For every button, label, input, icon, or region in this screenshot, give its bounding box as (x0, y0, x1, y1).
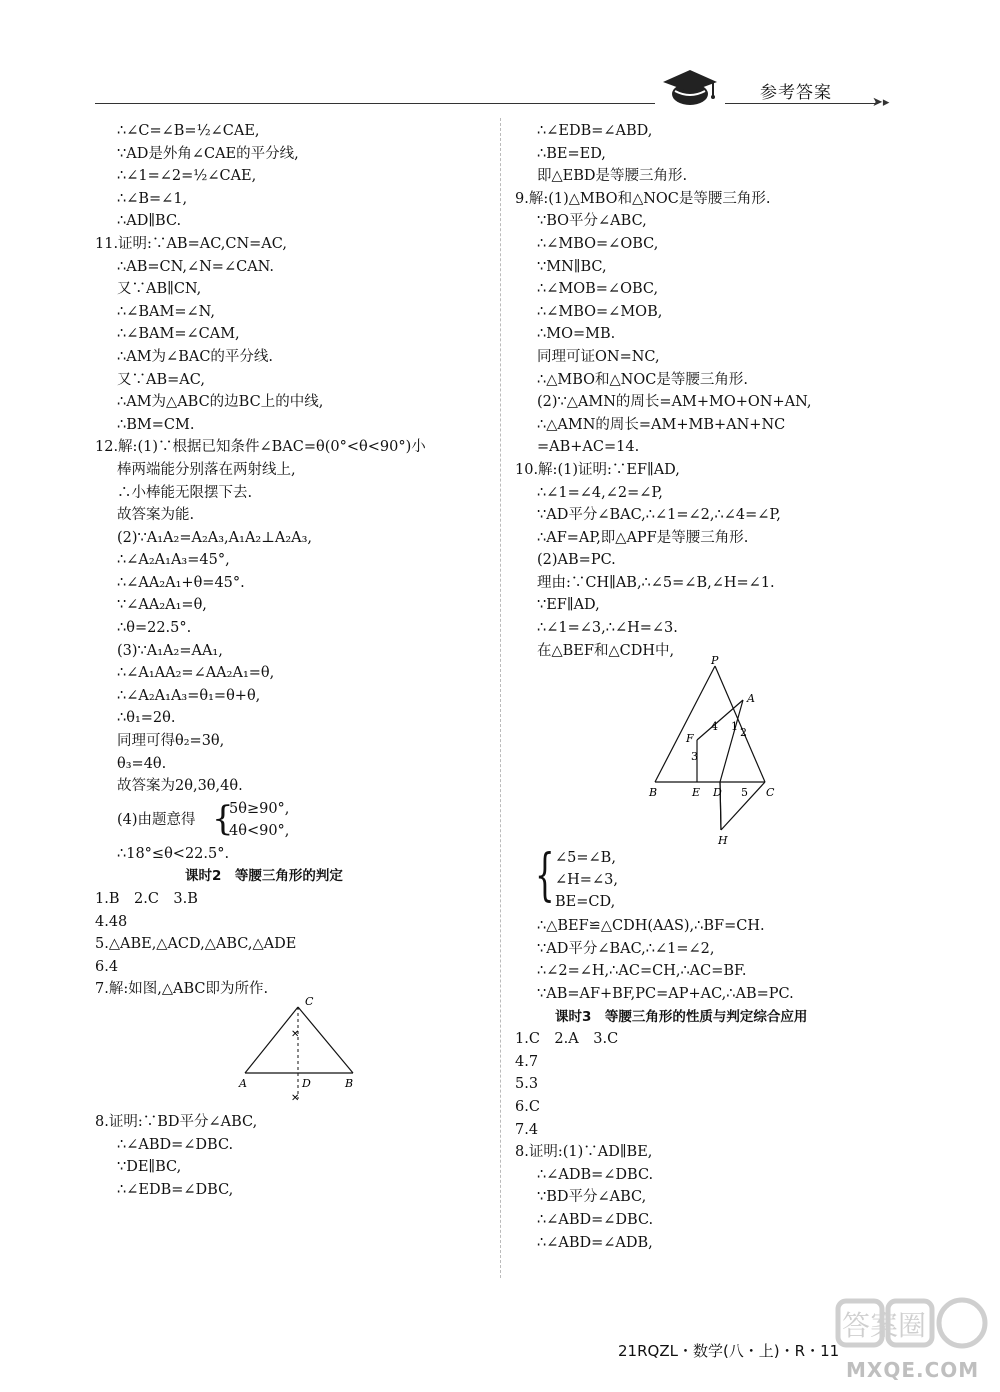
label-angle-4: 4 (711, 720, 718, 734)
column-divider (500, 118, 501, 1278)
watermark-logo-text: 答案圈 (842, 1309, 927, 1342)
left-brace: { (212, 798, 234, 839)
text-line: ∴BE=ED, (537, 145, 606, 162)
text-line: ∴∠1=∠2=½∠CAE, (117, 168, 257, 185)
text-line: 又∵AB∥CN, (117, 281, 202, 298)
text-line: ∴∠EDB=∠ABD, (537, 123, 653, 139)
text-line: BE=CD, (555, 894, 616, 911)
text-line: ∴∠A₁AA₂=∠AA₂A₁=θ, (117, 665, 275, 682)
text-line: ∴∠ABD=∠DBC. (537, 1211, 654, 1228)
text-line: ∴AF=AP,即△APF是等腰三角形. (537, 529, 749, 546)
text-line: ∵AD是外角∠CAE的平分线, (117, 145, 299, 162)
header-rule-left (95, 103, 655, 104)
text-line: 故答案为能. (117, 507, 195, 524)
text-line: ∴BM=CM. (117, 416, 195, 433)
label-f: F (686, 732, 694, 746)
text-line: ∴∠AA₂A₁+θ=45°. (117, 574, 245, 591)
text-line: ∵MN∥BC, (537, 258, 607, 275)
text-line: ∵DE∥BC, (117, 1159, 182, 1176)
text-line: ∴∠MOB=∠OBC, (537, 281, 659, 298)
text-line: ∴∠1=∠4,∠2=∠P, (537, 484, 663, 501)
text-line: 理由:∵CH∥AB,∴∠5=∠B,∠H=∠1. (537, 574, 775, 591)
text-line: ∴∠B=∠1, (117, 190, 188, 207)
text-line: ∵AD平分∠BAC,∴∠1=∠2, (537, 940, 715, 957)
label-h: H (718, 834, 728, 848)
text-line: θ₃=4θ. (117, 755, 167, 772)
figure-isosceles-triangle (95, 994, 490, 1111)
text-line: 1.B 2.C 3.B (95, 891, 198, 907)
label-angle-1: 1 (731, 720, 738, 734)
arrow-right-icon: ➤▸ (872, 95, 890, 110)
text-line: 棒两端能分别落在两射线上, (117, 461, 296, 478)
label-a: A (747, 692, 755, 706)
system-of-inequalities (95, 798, 490, 843)
left-column (95, 120, 490, 1201)
left-brace: { (535, 843, 555, 909)
text-line: ∴θ=22.5°. (117, 620, 192, 637)
text-line: ∴∠ABD=∠DBC. (117, 1136, 234, 1153)
label-angle-2: 2 (740, 726, 747, 740)
header-title: 参考答案 (760, 83, 832, 103)
text-line: ∵AB=AF+BF,PC=AP+AC,∴AB=PC. (537, 986, 794, 1003)
label-c: C (305, 994, 314, 1008)
text-line: 4θ<90°, (229, 822, 290, 839)
text-line: ∴小棒能无限摆下去. (117, 484, 253, 501)
text-line: ∴∠BAM=∠N, (117, 303, 216, 320)
text-line: 4.48 (95, 913, 128, 930)
text-line: ∴MO=MB. (537, 326, 616, 343)
text-line: ∴θ₁=2θ. (117, 710, 176, 727)
text-line: 故答案为2θ,3θ,4θ. (117, 778, 243, 795)
svg-text:✕: ✕ (291, 1092, 300, 1104)
text-line: 6.4 (95, 958, 119, 975)
section-heading: 课时2 等腰三角形的判定 (185, 868, 343, 885)
text-line: ∴AB=CN,∠N=∠CAN. (117, 258, 275, 275)
text-line: (2)∵A₁A₂=A₂A₃,A₁A₂⊥A₂A₃, (117, 529, 313, 546)
text-line: 11.证明:∵AB=AC,CN=AC, (95, 235, 287, 252)
text-line: 4.7 (515, 1053, 539, 1070)
text-line: ∴∠A₂A₁A₃=θ₁=θ+θ, (117, 687, 261, 704)
label-angle-5: 5 (741, 786, 748, 800)
text-line: ∵AD平分∠BAC,∴∠1=∠2,∴∠4=∠P, (537, 507, 781, 524)
label-c: C (766, 786, 775, 800)
right-column (515, 120, 915, 1254)
text-line: ∴AD∥BC. (117, 213, 182, 230)
text-line: ∴∠MBO=∠MOB, (537, 303, 663, 320)
text-line: ∠H=∠3, (555, 872, 618, 889)
label-d: D (302, 1076, 311, 1090)
text-line: ∴△AMN的周长=AM+MB+AN+NC (537, 416, 786, 433)
text-line: ∴△BEF≌△CDH(AAS),∴BF=CH. (537, 918, 765, 935)
text-line: (2)AB=PC. (537, 552, 616, 569)
geometry-diagram (515, 654, 915, 848)
section-heading: 课时3 等腰三角形的性质与判定综合应用 (555, 1008, 808, 1025)
text-line: 5.3 (515, 1076, 539, 1093)
label-d: D (713, 786, 722, 800)
text-line: ∴∠ADB=∠DBC. (537, 1166, 654, 1183)
label-b: B (649, 786, 658, 800)
text-line: ∴AM为△ABC的边BC上的中线, (117, 394, 324, 411)
text-line: ∴∠1=∠3,∴∠H=∠3. (537, 620, 678, 637)
text-line: 5θ≥90°, (229, 800, 290, 817)
congruence-conditions (515, 843, 915, 915)
text-line: ∴∠A₂A₁A₃=45°, (117, 552, 230, 569)
triangle-construction-diagram (95, 994, 490, 1111)
text-line: ∵∠AA₂A₁=θ, (117, 597, 207, 614)
text-line: 又∵AB=AC, (117, 371, 205, 388)
text-line: ∴∠2=∠H,∴AC=CH,∴AC=BF. (537, 963, 747, 980)
label-b: B (345, 1076, 354, 1090)
label-a: A (239, 1076, 247, 1090)
label-e: E (692, 786, 701, 800)
header-rule-right (725, 103, 875, 104)
text-line: 7.4 (515, 1121, 539, 1138)
text-line: ∵EF∥AD, (537, 597, 600, 614)
text-line: ∠5=∠B, (555, 850, 616, 867)
text-line: ∴△MBO和△NOC是等腰三角形. (537, 371, 748, 388)
text-line: 即△EBD是等腰三角形. (537, 168, 688, 185)
text-line: ∴∠MBO=∠OBC, (537, 235, 659, 252)
text-line: 6.C (515, 1099, 540, 1115)
text-line: ∴AM为∠BAC的平分线. (117, 348, 274, 365)
text-line: 9.解:(1)△MBO和△NOC是等腰三角形. (515, 190, 771, 207)
text-line: ∵BO平分∠ABC, (537, 213, 647, 230)
label-angle-3: 3 (691, 750, 698, 764)
text-line: 10.解:(1)证明:∵EF∥AD, (515, 461, 680, 478)
text-line: ∴18°≤θ<22.5°. (117, 845, 230, 862)
text-line: 7.解:如图,△ABC即为所作. (95, 981, 269, 998)
text-line: (3)∵A₁A₂=AA₁, (117, 642, 223, 659)
page-footer: 21RQZL・数学(八・上)・R・11 (618, 1342, 840, 1360)
text-line: 同理可得θ₂=3θ, (117, 733, 225, 750)
text-line: =AB+AC=14. (537, 439, 640, 456)
text-line: 5.△ABE,△ACD,△ABC,△ADE (95, 936, 297, 953)
text-line: 同理可证ON=NC, (537, 348, 660, 365)
watermark-text: MXQE.COM (846, 1358, 980, 1382)
text-line: ∴∠ABD=∠ADB, (537, 1234, 653, 1251)
text-line: 在△BEF和△CDH中, (537, 642, 675, 659)
svg-text:✕: ✕ (291, 1028, 300, 1040)
figure-triangle-bpc (515, 654, 915, 848)
text-line: 12.解:(1)∵根据已知条件∠BAC=θ(0°<θ<90°)小 (95, 439, 426, 456)
text-line: ∴∠BAM=∠CAM, (117, 326, 240, 343)
text-line: ∴∠C=∠B=½∠CAE, (117, 123, 260, 139)
label-p: P (711, 654, 719, 668)
text-line: 1.C 2.A 3.C (515, 1031, 619, 1048)
text-line: ∵BD平分∠ABC, (537, 1189, 647, 1206)
text-line: (2)∵△AMN的周长=AM+MO+ON+AN, (537, 394, 812, 411)
graduation-cap-icon (655, 64, 725, 110)
text-line: 8.证明:∵BD平分∠ABC, (95, 1113, 258, 1130)
text-line: (4)由题意得 (117, 811, 196, 828)
text-line: ∴∠EDB=∠DBC, (117, 1181, 234, 1198)
text-line: 8.证明:(1)∵AD∥BE, (515, 1144, 653, 1161)
